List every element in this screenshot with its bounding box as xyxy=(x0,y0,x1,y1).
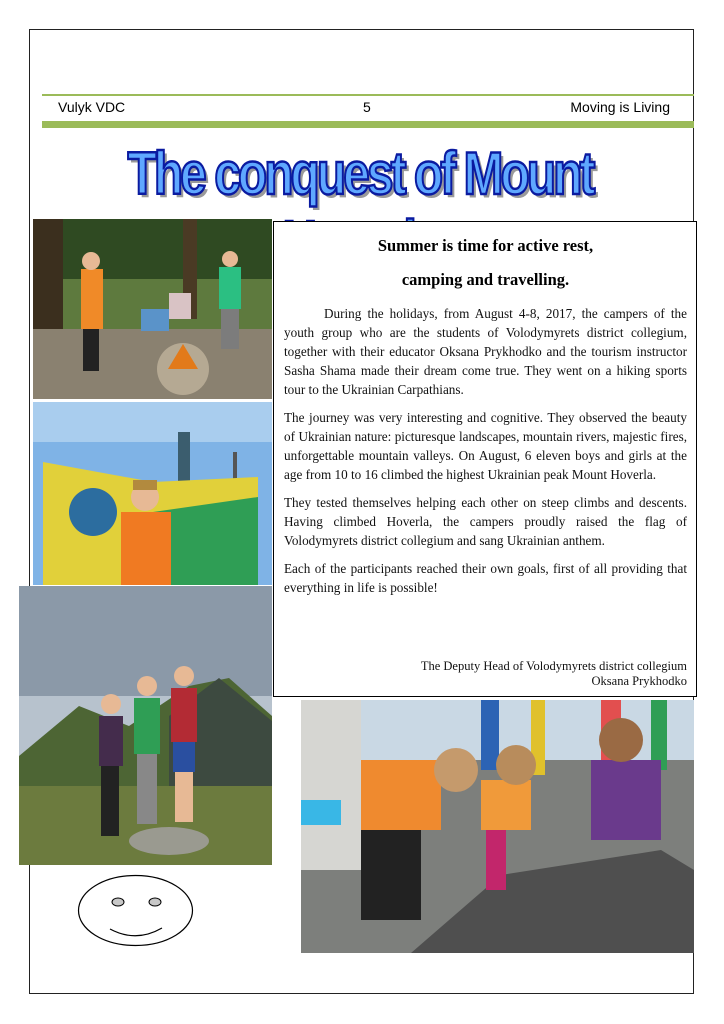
article-paragraph: During the holidays, from August 4-8, 2017, the campers of the youth group who are the students of Volodymyrets district collegium, together with their educator Oksana Prykhodko and the tourism instructor Sasha Shama made their dream come true. They went on a hiking sports tour to the Ukrainian Carpathians. xyxy=(284,306,687,397)
header-publication: Vulyk VDC xyxy=(58,99,126,115)
article-box xyxy=(273,221,697,697)
article-paragraph: They tested themselves helping each other on steep climbs and descents. Having climbed Hoverla, the campers proudly raised the flag of Volodymyrets district collegium and sang Ukrainian anthem. xyxy=(284,495,687,548)
photo-campfire xyxy=(33,219,272,399)
header-bottom-rule xyxy=(42,121,694,128)
header-motto: Moving is Living xyxy=(570,99,670,115)
page-title: The conquest of Mount xyxy=(127,141,593,208)
running-header xyxy=(58,99,670,117)
photo-summit-stone xyxy=(301,700,694,953)
article-paragraph: Each of the participants reached their own goals, first of all providing that everything in life is possible! xyxy=(284,561,687,595)
article-signature xyxy=(421,659,687,689)
photo-flag xyxy=(33,402,272,585)
smiley-drawing xyxy=(76,873,195,948)
article-headline-line-2: camping and travelling. xyxy=(401,270,570,289)
article-paragraph: The journey was very interesting and cognitive. They observed the beauty of Ukrainian nature: picturesque landscapes, mountain rivers, majestic fires, unforgettable mountain valleys. On August, 6 eleven boys and girls at the age from 10 to 16 climbed the highest Ukrainian peak Mount Hoverla. xyxy=(284,410,687,482)
signature-name: Oksana Prykhodko xyxy=(591,674,687,688)
header-top-rule xyxy=(42,94,694,96)
header-page-number: 5 xyxy=(363,99,371,115)
signature-title: The Deputy Head of Volodymyrets district collegium xyxy=(420,659,687,673)
photo-group-mountain xyxy=(19,586,272,865)
article-headline-line-1: Summer is time for active rest, xyxy=(377,236,594,255)
